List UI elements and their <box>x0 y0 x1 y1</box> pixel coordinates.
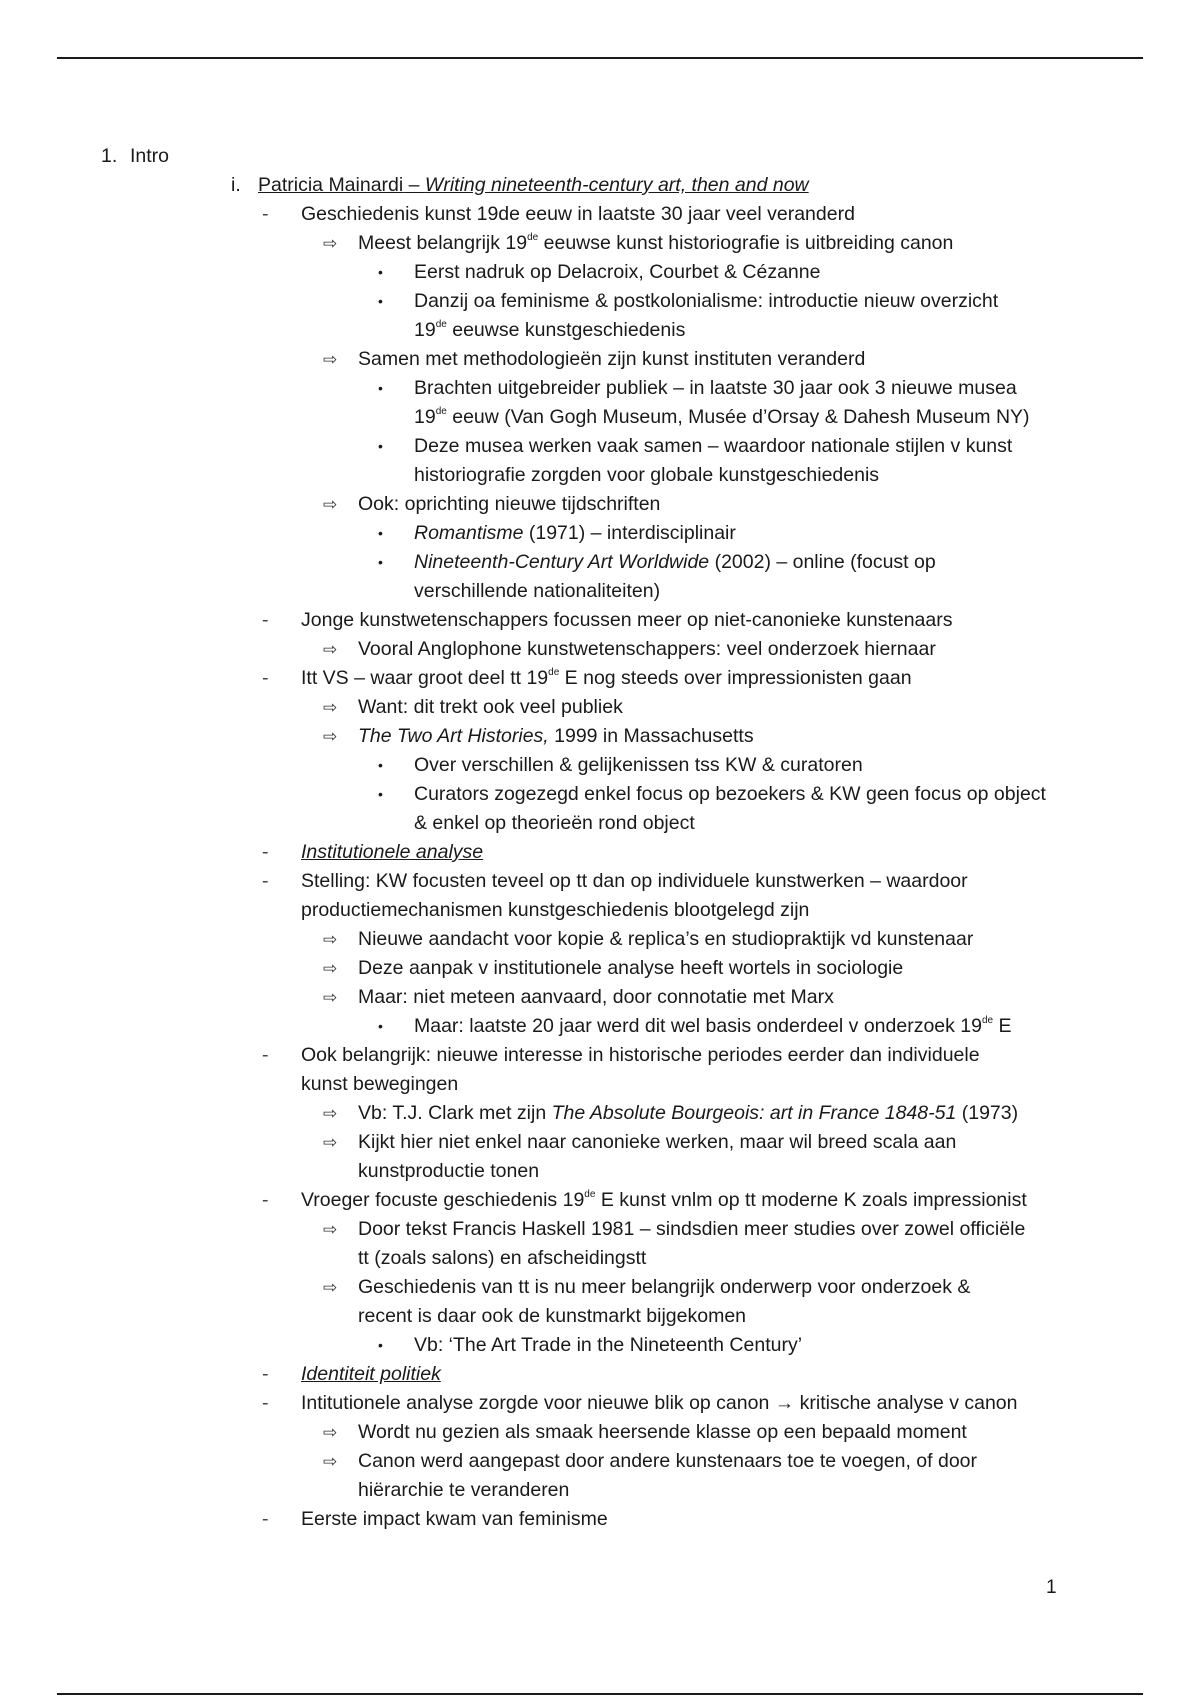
dash-marker: - <box>262 870 269 892</box>
line-1: Geschiedenis kunst 19de eeuw in laatste 30 jaar veel veranderd <box>301 203 855 225</box>
line-6: Samen met methodologieën zijn kunst instituten veranderd <box>358 348 866 370</box>
arrow-marker: ⇨ <box>323 727 338 746</box>
line-43: Wordt nu gezien als smaak heersende klasse op een bepaald moment <box>358 1421 967 1443</box>
line-13: Nineteenth-Century Art Worldwide (2002) – online (focust op <box>414 551 936 573</box>
line-9: Deze musea werken vaak samen – waardoor nationale stijlen v kunst <box>414 435 1013 457</box>
line-44: Canon werd aangepast door andere kunstenaars toe te voegen, of door <box>358 1450 978 1472</box>
line-36: Door tekst Francis Haskell 1981 – sindsdien meer studies over zowel officiële <box>358 1218 1026 1240</box>
subsection-numeral: i. <box>231 174 241 196</box>
line-11: Ook: oprichting nieuwe tijdschriften <box>358 493 661 515</box>
arrow-marker: ⇨ <box>323 1423 338 1442</box>
line-19: The Two Art Histories, 1999 in Massachusetts <box>358 725 754 747</box>
line-31: kunst bewegingen <box>301 1073 459 1095</box>
line-38: Geschiedenis van tt is nu meer belangrijk onderwerp voor onderzoek & <box>358 1276 971 1298</box>
line-42: Intitutionele analyse zorgde voor nieuwe blik op canon → kritische analyse v canon <box>301 1392 1018 1414</box>
line-5: 19de eeuwse kunstgeschiedenis <box>414 319 686 341</box>
bullet-marker: • <box>378 786 383 802</box>
header-rule <box>57 57 1143 59</box>
footer-rule <box>57 1693 1143 1695</box>
subsection-heading <box>258 171 809 200</box>
line-17: Itt VS – waar groot deel tt 19de E nog steeds over impressionisten gaan <box>301 667 912 689</box>
line-25: productiemechanismen kunstgeschiedenis blootgelegd zijn <box>301 899 810 921</box>
arrow-marker: ⇨ <box>323 350 338 369</box>
line-40: Vb: ‘The Art Trade in the Nineteenth Century’ <box>414 1334 803 1356</box>
line-24: Stelling: KW focusten teveel op tt dan op individuele kunstwerken – waardoor <box>301 870 968 892</box>
line-21: Curators zogezegd enkel focus op bezoekers & KW geen focus op object <box>414 783 1046 805</box>
line-33: Kijkt hier niet enkel naar canonieke werken, maar wil breed scala aan <box>358 1131 957 1153</box>
line-29: Maar: laatste 20 jaar werd dit wel basis onderdeel v onderzoek 19de E <box>414 1015 1012 1037</box>
dash-marker: - <box>262 609 269 631</box>
line-32: Vb: T.J. Clark met zijn The Absolute Bourgeois: art in France 1848-51 (1973) <box>358 1102 1019 1124</box>
bullet-marker: • <box>378 293 383 309</box>
line-14: verschillende nationaliteiten) <box>414 580 661 602</box>
dash-marker: - <box>262 1508 269 1530</box>
dash-marker: - <box>262 1044 269 1066</box>
line-30: Ook belangrijk: nieuwe interesse in historische periodes eerder dan individuele <box>301 1044 980 1066</box>
arrow-marker: ⇨ <box>323 1133 338 1152</box>
line-23: Institutionele analyse <box>301 841 484 863</box>
line-4: Danzij oa feminisme & postkolonialisme: introductie nieuw overzicht <box>414 290 999 312</box>
line-37: tt (zoals salons) en afscheidingstt <box>358 1247 647 1269</box>
line-22: & enkel op theorieën rond object <box>414 812 695 834</box>
line-8: 19de eeuw (Van Gogh Museum, Musée d’Orsay & Dahesh Museum NY) <box>414 406 1030 428</box>
arrow-marker: ⇨ <box>323 234 338 253</box>
dash-marker: - <box>262 841 269 863</box>
bullet-marker: • <box>378 264 383 280</box>
arrow-marker: ⇨ <box>323 1278 338 1297</box>
line-16: Vooral Anglophone kunstwetenschappers: veel onderzoek hiernaar <box>358 638 936 660</box>
line-39: recent is daar ook de kunstmarkt bijgekomen <box>358 1305 747 1327</box>
arrow-marker: ⇨ <box>323 930 338 949</box>
line-10: historiografie zorgden voor globale kunstgeschiedenis <box>414 464 880 486</box>
arrow-marker: ⇨ <box>323 988 338 1007</box>
dash-marker: - <box>262 1392 269 1414</box>
dash-marker: - <box>262 1363 269 1385</box>
arrow-marker: ⇨ <box>323 959 338 978</box>
bullet-marker: • <box>378 438 383 454</box>
line-45: hiërarchie te veranderen <box>358 1479 570 1501</box>
subsection-author: Patricia Mainardi <box>258 174 404 196</box>
bullet-marker: • <box>378 525 383 541</box>
line-28: Maar: niet meteen aanvaard, door connotatie met Marx <box>358 986 834 1008</box>
line-7: Brachten uitgebreider publiek – in laatste 30 jaar ook 3 nieuwe musea <box>414 377 1017 399</box>
subsection-dash: – <box>403 174 425 196</box>
page-number: 1 <box>1046 1577 1057 1598</box>
line-35: Vroeger focuste geschiedenis 19de E kunst vnlm op tt moderne K zoals impressionist <box>301 1189 1027 1211</box>
line-34: kunstproductie tonen <box>358 1160 540 1182</box>
line-20: Over verschillen & gelijkenissen tss KW & curatoren <box>414 754 863 776</box>
arrow-marker: ⇨ <box>323 1220 338 1239</box>
arrow-marker: ⇨ <box>323 698 338 717</box>
dash-marker: - <box>262 203 269 225</box>
line-41: Identiteit politiek <box>301 1363 441 1385</box>
line-12: Romantisme (1971) – interdisciplinair <box>414 522 736 544</box>
line-18: Want: dit trekt ook veel publiek <box>358 696 623 718</box>
bullet-marker: • <box>378 757 383 773</box>
line-15: Jonge kunstwetenschappers focussen meer op niet-canonieke kunstenaars <box>301 609 953 631</box>
bullet-marker: • <box>378 1018 383 1034</box>
dash-marker: - <box>262 667 269 689</box>
outline-number: 1. <box>101 145 118 167</box>
bullet-marker: • <box>378 1337 383 1353</box>
line-46: Eerste impact kwam van feminisme <box>301 1508 608 1530</box>
line-27: Deze aanpak v institutionele analyse heeft wortels in sociologie <box>358 957 904 979</box>
line-2: Meest belangrijk 19de eeuwse kunst historiografie is uitbreiding canon <box>358 232 954 254</box>
line-3: Eerst nadruk op Delacroix, Courbet & Cézanne <box>414 261 821 283</box>
bullet-marker: • <box>378 554 383 570</box>
arrow-marker: ⇨ <box>323 1104 338 1123</box>
arrow-marker: ⇨ <box>323 640 338 659</box>
arrow-marker: ⇨ <box>323 1452 338 1471</box>
dash-marker: - <box>262 1189 269 1211</box>
subsection-work: Writing nineteenth-century art, then and now <box>424 174 809 196</box>
line-26: Nieuwe aandacht voor kopie & replica’s en studiopraktijk vd kunstenaar <box>358 928 974 950</box>
arrow-marker: ⇨ <box>323 495 338 514</box>
section-title: Intro <box>130 145 170 167</box>
bullet-marker: • <box>378 380 383 396</box>
